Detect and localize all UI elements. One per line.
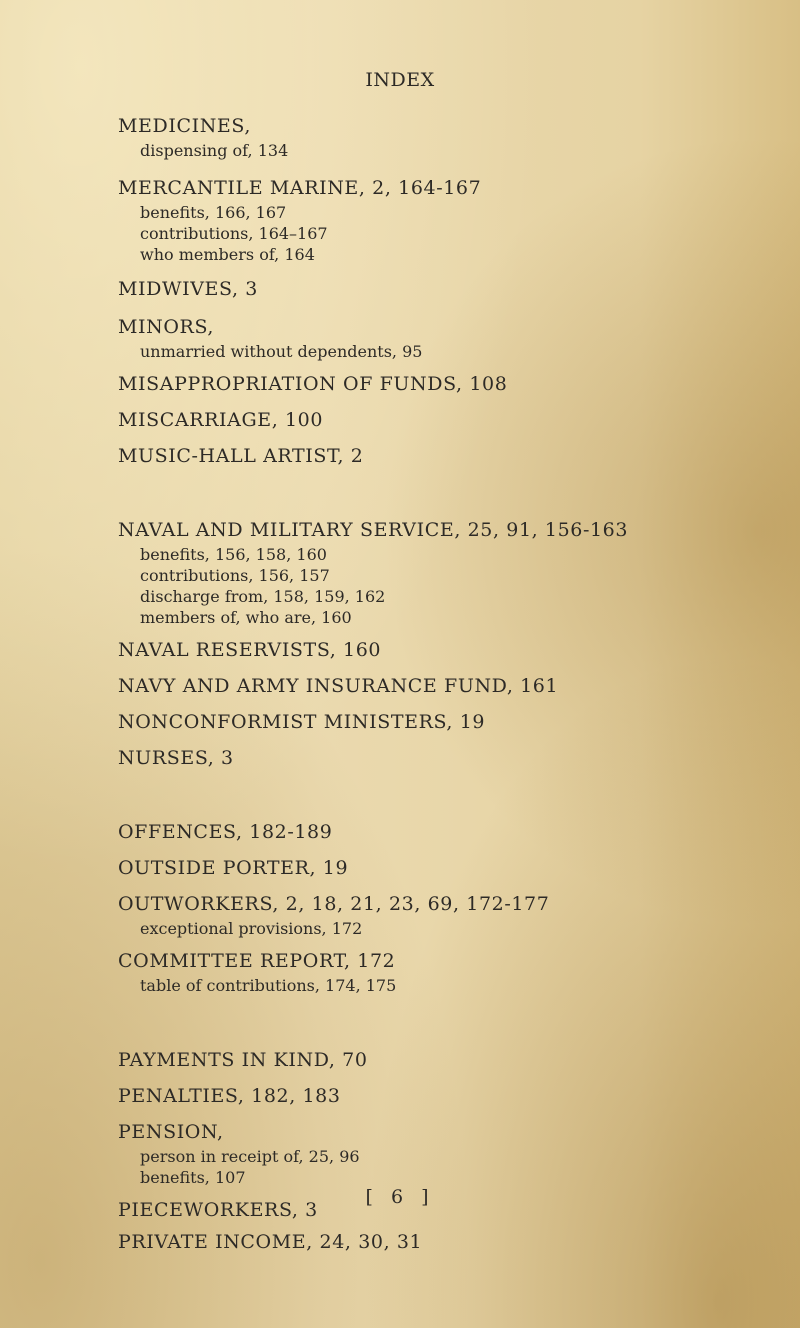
index-list xyxy=(118,112,778,1256)
entry-heading: MISCARRIAGE, 100 xyxy=(118,409,324,431)
page-number: [ 6 ] xyxy=(365,1186,435,1208)
entry-heading: NURSES, 3 xyxy=(118,747,234,769)
entry-heading: OFFENCES, 182-189 xyxy=(118,821,333,843)
entry-heading: PAYMENTS IN KIND, 70 xyxy=(118,1049,368,1071)
entry-subheading: benefits, 156, 158, 160 xyxy=(140,545,327,564)
index-entry xyxy=(118,174,778,265)
entry-subheading: discharge from, 158, 159, 162 xyxy=(140,587,386,606)
index-entry xyxy=(118,275,778,303)
index-entry xyxy=(118,516,778,628)
index-entry xyxy=(118,818,778,846)
index-entry xyxy=(118,672,778,700)
entry-heading: MEDICINES, xyxy=(118,115,251,137)
entry-subheading: dispensing of, 134 xyxy=(140,141,289,160)
entry-subheading: who members of, 164 xyxy=(140,245,315,264)
index-entry xyxy=(118,1082,778,1110)
entry-heading: PENALTIES, 182, 183 xyxy=(118,1085,341,1107)
index-entry xyxy=(118,890,778,939)
index-entry xyxy=(118,313,778,362)
index-entry xyxy=(118,406,778,434)
index-entry xyxy=(118,112,778,161)
entry-subheading: benefits, 166, 167 xyxy=(140,203,287,222)
index-entry xyxy=(118,854,778,882)
entry-subheading: benefits, 107 xyxy=(140,1168,246,1187)
entry-heading: MERCANTILE MARINE, 2, 164-167 xyxy=(118,177,482,199)
entry-heading: MIDWIVES, 3 xyxy=(118,278,258,300)
index-entry xyxy=(118,370,778,398)
entry-heading: PENSION, xyxy=(118,1121,224,1143)
entry-heading: MISAPPROPRIATION OF FUNDS, 108 xyxy=(118,373,508,395)
entry-heading: MINORS, xyxy=(118,316,215,338)
entry-heading: MUSIC-HALL ARTIST, 2 xyxy=(118,445,364,467)
running-head: INDEX xyxy=(365,69,435,91)
index-entry xyxy=(118,1046,778,1074)
entry-subheading: table of contributions, 174, 175 xyxy=(140,976,397,995)
entry-subheading: exceptional provisions, 172 xyxy=(140,919,363,938)
index-entry xyxy=(118,947,778,996)
entry-subheading: contributions, 164–167 xyxy=(140,224,328,243)
entry-subheading: members of, who are, 160 xyxy=(140,608,352,627)
entry-heading: PRIVATE INCOME, 24, 30, 31 xyxy=(118,1231,423,1253)
entry-heading: NAVAL AND MILITARY SERVICE, 25, 91, 156-163 xyxy=(118,519,629,541)
index-entry xyxy=(118,442,778,470)
entry-subheading: contributions, 156, 157 xyxy=(140,566,330,585)
index-entry xyxy=(118,708,778,736)
index-entry xyxy=(118,1228,778,1256)
entry-heading: NAVAL RESERVISTS, 160 xyxy=(118,639,382,661)
entry-subheading: person in receipt of, 25, 96 xyxy=(140,1147,360,1166)
entry-heading: NONCONFORMIST MINISTERS, 19 xyxy=(118,711,486,733)
index-entry xyxy=(118,1118,778,1188)
index-entry xyxy=(118,636,778,664)
entry-heading: OUTSIDE PORTER, 19 xyxy=(118,857,349,879)
index-entry xyxy=(118,744,778,772)
entry-heading: PIECEWORKERS, 3 xyxy=(118,1199,318,1221)
entry-heading: NAVY AND ARMY INSURANCE FUND, 161 xyxy=(118,675,559,697)
entry-heading: COMMITTEE REPORT, 172 xyxy=(118,950,396,972)
entry-heading: OUTWORKERS, 2, 18, 21, 23, 69, 172-177 xyxy=(118,893,550,915)
entry-subheading: unmarried without dependents, 95 xyxy=(140,342,423,361)
